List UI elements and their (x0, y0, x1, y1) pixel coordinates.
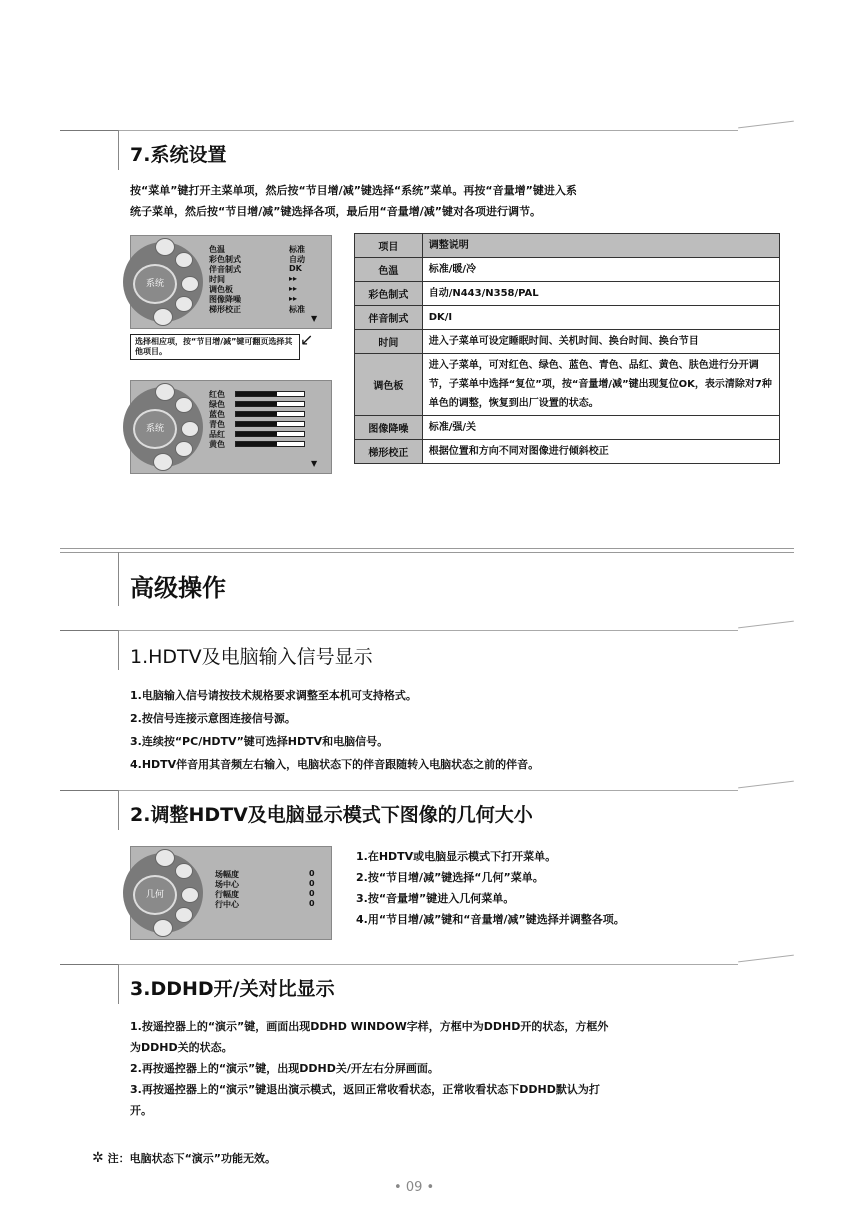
palette-item: 青色 (209, 420, 225, 429)
section1-title: 1.HDTV及电脑输入信号显示 (130, 646, 373, 668)
menu-bubble (175, 397, 193, 413)
table-header-cell: 项目 (355, 234, 423, 258)
menu-bubble (155, 383, 175, 401)
osd-value: 标准 (289, 305, 305, 314)
table-row (355, 306, 780, 330)
table-cell-key: 彩色制式 (355, 282, 423, 306)
menu-bubble (175, 296, 193, 312)
menu-bubble (153, 453, 173, 471)
section1-rule-right (738, 621, 794, 629)
table-cell-key: 时间 (355, 330, 423, 354)
osd-item: 色温 (209, 245, 225, 254)
menu-bubble (155, 238, 175, 256)
page-number (394, 1180, 434, 1195)
section2-rule-left (60, 790, 118, 791)
advanced-rule-bottom (60, 552, 794, 553)
body-line: 开。 (130, 1104, 152, 1117)
advanced-heading: 高级操作 (130, 574, 226, 602)
menu-bubble (181, 887, 199, 903)
section1-bar (118, 630, 119, 670)
scroll-down-icon: ▼ (311, 314, 318, 323)
section3-rule (118, 964, 738, 965)
palette-level-bar (235, 421, 305, 427)
system-menu-osd (130, 235, 332, 329)
menu-bubble (175, 252, 193, 268)
osd-item: 彩色制式 (209, 255, 241, 264)
section2-body (356, 846, 625, 930)
advanced-bar (118, 552, 119, 606)
callout-arrow-icon: ↙ (300, 330, 314, 349)
table-cell-value: 进入子菜单可设定睡眠时间、关机时间、换台时间、换台节目 (422, 330, 779, 354)
table-cell-key: 梯形校正 (355, 440, 423, 464)
table-cell-key: 色温 (355, 258, 423, 282)
section3-rule-right (738, 955, 794, 963)
table-cell-value: 自动/N443/N358/PAL (422, 282, 779, 306)
body-line: 2.再按遥控器上的“演示”键，出现DDHD关/开左右分屏画面。 (130, 1062, 439, 1075)
palette-level-fill (236, 392, 277, 396)
body-line: 2.按“节目增/减”键选择“几何”菜单。 (356, 871, 544, 884)
body-line: 3.再按遥控器上的“演示”键退出演示模式，返回正常收看状态，正常收看状态下DDHD默认为打 (130, 1083, 600, 1096)
page-dot-icon: • (426, 1180, 435, 1195)
palette-level-fill (236, 432, 277, 436)
section3-title: 3.DDHD开/关对比显示 (130, 978, 335, 1000)
table-cell-value: DK/I (422, 306, 779, 330)
menu-bubble (175, 907, 193, 923)
osd-value: ▸▸ (289, 294, 298, 303)
osd-value: 标准 (289, 245, 305, 254)
menu-bubble (181, 276, 199, 292)
callout-text: 选择相应项，按“节目增/减”键可翻页选择其他项目。 (135, 337, 293, 356)
palette-level-bar (235, 431, 305, 437)
table-cell-key: 调色板 (355, 354, 423, 416)
geometry-item: 场幅度 (215, 870, 239, 879)
body-line: 4.HDTV伴音用其音频左右输入，电脑状态下的伴音跟随转入电脑状态之前的伴音。 (130, 758, 540, 771)
palette-menu-osd (130, 380, 332, 474)
table-cell-value: 标准/强/关 (422, 416, 779, 440)
section3-bar (118, 964, 119, 1004)
geometry-item: 行幅度 (215, 890, 239, 899)
table-cell-value: 进入子菜单，可对红色、绿色、蓝色、青色、品红、黄色、肤色进行分开调节，子菜单中选择“复位”项，按“音量增/减”键出现复位OK，表示清除对7种单色的调整，恢复到出厂设置的状态。 (422, 354, 779, 416)
wheel-label: 系统 (145, 424, 164, 434)
wheel-label: 几何 (145, 890, 164, 900)
intro-line: 按“菜单”键打开主菜单项，然后按“节目增/减”键选择“系统”菜单。再按“音量增”键进入系 (130, 184, 577, 197)
body-line: 1.按遥控器上的“演示”键，画面出现DDHD WINDOW字样，方框中为DDHD开的状态，方框外 (130, 1020, 609, 1033)
section1-rule-left (60, 630, 118, 631)
geometry-value: 0 (309, 899, 315, 908)
note-sun-icon: ✲ (92, 1150, 104, 1166)
body-line: 2.按信号连接示意图连接信号源。 (130, 712, 296, 725)
page-number-text: 09 (405, 1180, 423, 1195)
body-line: 为DDHD关的状态。 (130, 1041, 233, 1054)
osd-item: 梯形校正 (209, 305, 241, 314)
menu-bubble (153, 308, 173, 326)
footnote-text: 注：电脑状态下“演示”功能无效。 (107, 1152, 277, 1165)
geometry-item: 行中心 (215, 900, 239, 909)
table-cell-key: 伴音制式 (355, 306, 423, 330)
section7-intro (130, 180, 577, 222)
menu-bubble (153, 919, 173, 937)
section7-title: 7.系统设置 (130, 144, 227, 166)
footnote (92, 1150, 276, 1166)
osd-value: DK (289, 264, 302, 273)
menu-bubble (181, 421, 199, 437)
section7-rule-left (60, 130, 118, 131)
palette-level-bar (235, 441, 305, 447)
geometry-value: 0 (309, 869, 315, 878)
page-dot-icon: • (394, 1180, 402, 1195)
table-row (355, 354, 780, 416)
table-cell-value: 标准/暖/冷 (422, 258, 779, 282)
section2-bar (118, 790, 119, 830)
body-line: 4.用“节目增/减”键和“音量增/减”键选择并调整各项。 (356, 913, 625, 926)
osd-item: 伴音制式 (209, 265, 241, 274)
body-line: 1.在HDTV或电脑显示模式下打开菜单。 (356, 850, 557, 863)
table-cell-key: 图像降噪 (355, 416, 423, 440)
menu-bubble (175, 863, 193, 879)
palette-level-bar (235, 411, 305, 417)
geometry-value: 0 (309, 879, 315, 888)
section3-body (130, 1016, 608, 1121)
palette-item: 黄色 (209, 440, 225, 449)
osd-item: 调色板 (209, 285, 233, 294)
menu-wheel-center (133, 264, 177, 304)
geometry-menu-osd (130, 846, 332, 940)
palette-item: 绿色 (209, 400, 225, 409)
osd-value: ▸▸ (289, 284, 298, 293)
osd-value: 自动 (289, 255, 305, 264)
intro-line: 统子菜单，然后按“节目增/减”键选择各项，最后用“音量增/减”键对各项进行调节。 (130, 205, 541, 218)
body-line: 1.电脑输入信号请按技术规格要求调整至本机可支持格式。 (130, 689, 417, 702)
palette-level-fill (236, 442, 277, 446)
table-cell-value: 根据位置和方向不同对图像进行倾斜校正 (422, 440, 779, 464)
system-settings-table (354, 233, 780, 464)
palette-level-bar (235, 401, 305, 407)
section3-rule-left (60, 964, 118, 965)
geometry-value: 0 (309, 889, 315, 898)
menu-bubble (155, 849, 175, 867)
menu-bubble (175, 441, 193, 457)
section7-rule (118, 130, 738, 131)
section7-rule-right (738, 121, 794, 129)
section1-body (130, 684, 539, 776)
palette-level-fill (236, 412, 277, 416)
osd-value: ▸▸ (289, 274, 298, 283)
wheel-label: 系统 (145, 279, 164, 289)
osd-item: 图像降噪 (209, 295, 241, 304)
table-row (355, 330, 780, 354)
table-row (355, 416, 780, 440)
section2-title: 2.调整HDTV及电脑显示模式下图像的几何大小 (130, 804, 533, 826)
section1-rule (118, 630, 738, 631)
section2-rule (118, 790, 738, 791)
body-line: 3.按“音量增”键进入几何菜单。 (356, 892, 515, 905)
table-header-cell: 调整说明 (422, 234, 779, 258)
callout-note (130, 334, 300, 360)
section7-bar (118, 130, 119, 170)
menu-wheel-center (133, 875, 177, 915)
table-row (355, 258, 780, 282)
table-header-row (355, 234, 780, 258)
palette-level-bar (235, 391, 305, 397)
geometry-item: 场中心 (215, 880, 239, 889)
scroll-down-icon: ▼ (311, 459, 318, 468)
advanced-rule-top (60, 548, 794, 549)
palette-level-fill (236, 422, 277, 426)
section2-rule-right (738, 781, 794, 789)
palette-item: 品红 (209, 430, 225, 439)
palette-item: 红色 (209, 390, 225, 399)
body-line: 3.连续按“PC/HDTV”键可选择HDTV和电脑信号。 (130, 735, 389, 748)
table-row (355, 440, 780, 464)
palette-level-fill (236, 402, 277, 406)
menu-wheel-center (133, 409, 177, 449)
table-row (355, 282, 780, 306)
palette-item: 蓝色 (209, 410, 225, 419)
osd-item: 时间 (209, 275, 225, 284)
